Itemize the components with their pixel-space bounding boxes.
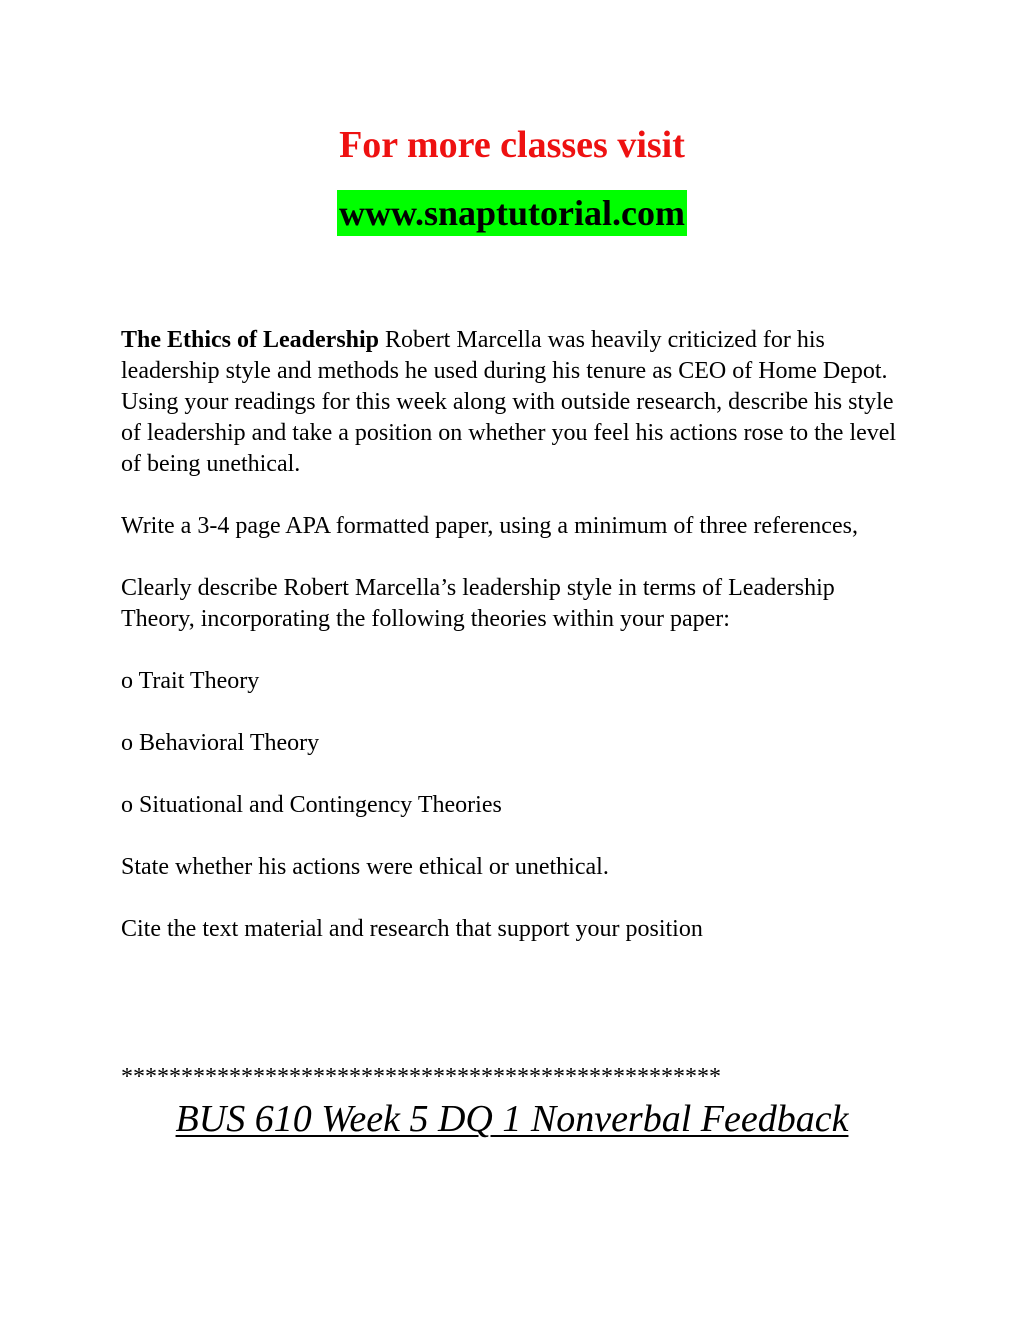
promo-heading [0,120,1024,170]
theory-item-behavioral: o Behavioral Theory [121,730,320,756]
next-item-title-link[interactable]: BUS 610 Week 5 DQ 1 Nonverbal Feedback [175,1098,849,1140]
state-paragraph: State whether his actions were ethical or unethical. [121,854,609,880]
assignment-intro: Robert Marcella was heavily criticized for his leadership style and methods he used during his tenure as CEO of Home Depot. Using your readings for this week along with outside research, describe his style of leadership and take a position on whether you feel his actions rose to the level of being unethical. [121,327,897,477]
promo-link-container [0,190,1024,236]
cite-paragraph: Cite the text material and research that support your position [121,916,703,942]
assignment-title: The Ethics of Leadership [121,327,380,353]
promo-website-link[interactable]: www.snaptutorial.com [337,190,687,236]
theory-item-situational: o Situational and Contingency Theories [121,792,502,818]
requirement-paragraph: Write a 3-4 page APA formatted paper, using a minimum of three references, [121,513,858,539]
intro-paragraph [121,325,901,480]
asterisk-separator: ************************************************** [121,1064,721,1090]
theory-item-trait: o Trait Theory [121,668,260,694]
assignment-body [121,325,901,945]
promo-heading-text: For more classes visit [339,124,685,166]
next-item-heading [0,1096,1024,1142]
describe-paragraph: Clearly describe Robert Marcella’s leadership style in terms of Leadership Theory, incorporating the following theories within your paper: [121,575,835,632]
